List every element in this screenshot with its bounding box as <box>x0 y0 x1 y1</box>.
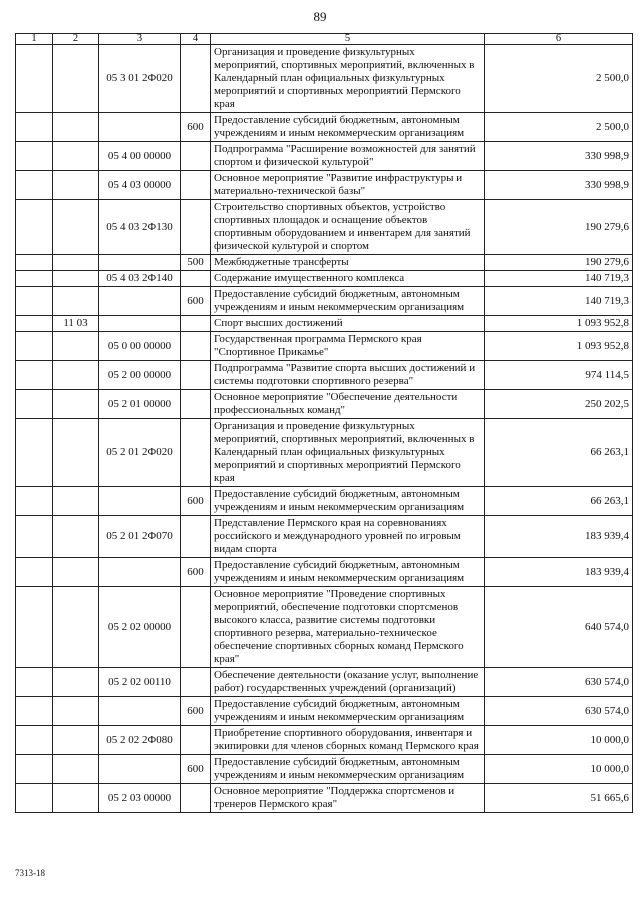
description-cell: Межбюджетные трансферты <box>211 255 485 271</box>
amount-cell: 183 939,4 <box>485 516 633 558</box>
target-article-cell: 05 2 02 00110 <box>99 668 181 697</box>
expense-type-cell <box>181 316 211 332</box>
expense-type-cell: 600 <box>181 287 211 316</box>
target-article-cell: 05 2 00 00000 <box>99 361 181 390</box>
row-section-cell <box>16 45 53 113</box>
table-row <box>16 316 633 332</box>
description-cell: Организация и проведение физкультурных мероприятий, спортивных мероприятий, включенных в Календарный план официальных физкультурных мероприятий и спортивных мероприятий Пермского края <box>211 45 485 113</box>
amount-cell: 1 093 952,8 <box>485 316 633 332</box>
page-number: 89 <box>313 9 327 24</box>
table-row <box>16 142 633 171</box>
subsection-cell <box>53 487 99 516</box>
amount-cell: 640 574,0 <box>485 587 633 668</box>
target-article-cell <box>99 697 181 726</box>
amount-cell: 10 000,0 <box>485 755 633 784</box>
description-cell: Подпрограмма "Расширение возможностей для занятий спортом и физической культурой" <box>211 142 485 171</box>
expense-type-cell <box>181 271 211 287</box>
subsection-cell <box>53 755 99 784</box>
expense-type-cell <box>181 171 211 200</box>
table-row <box>16 419 633 487</box>
subsection-cell <box>53 668 99 697</box>
target-article-cell: 05 2 02 2Ф080 <box>99 726 181 755</box>
subsection-cell <box>53 287 99 316</box>
subsection-cell <box>53 516 99 558</box>
amount-cell: 66 263,1 <box>485 487 633 516</box>
target-article-cell <box>99 287 181 316</box>
amount-cell: 630 574,0 <box>485 668 633 697</box>
amount-cell: 2 500,0 <box>485 45 633 113</box>
table-row <box>16 255 633 271</box>
row-section-cell <box>16 171 53 200</box>
description-cell: Предоставление субсидий бюджетным, автономным учреждениям и иным некоммерческим организациям <box>211 487 485 516</box>
description-cell: Основное мероприятие "Поддержка спортсменов и тренеров Пермского края" <box>211 784 485 813</box>
table-row <box>16 516 633 558</box>
amount-cell: 250 202,5 <box>485 390 633 419</box>
subsection-cell <box>53 726 99 755</box>
column-header: 6 <box>485 34 633 45</box>
target-article-cell: 05 2 01 2Ф020 <box>99 419 181 487</box>
target-article-cell <box>99 755 181 784</box>
expense-type-cell <box>181 784 211 813</box>
description-cell: Предоставление субсидий бюджетным, автономным учреждениям и иным некоммерческим организациям <box>211 755 485 784</box>
table-row <box>16 271 633 287</box>
target-article-cell: 05 2 01 00000 <box>99 390 181 419</box>
table-row <box>16 361 633 390</box>
expense-type-cell <box>181 390 211 419</box>
target-article-cell: 05 2 03 00000 <box>99 784 181 813</box>
subsection-cell <box>53 45 99 113</box>
amount-cell: 140 719,3 <box>485 287 633 316</box>
amount-cell: 974 114,5 <box>485 361 633 390</box>
row-section-cell <box>16 255 53 271</box>
row-section-cell <box>16 487 53 516</box>
description-cell: Основное мероприятие "Развитие инфраструктуры и материально-технической базы" <box>211 171 485 200</box>
expense-type-cell: 600 <box>181 487 211 516</box>
subsection-cell: 11 03 <box>53 316 99 332</box>
expense-type-cell: 500 <box>181 255 211 271</box>
description-cell: Предоставление субсидий бюджетным, автономным учреждениям и иным некоммерческим организациям <box>211 287 485 316</box>
subsection-cell <box>53 587 99 668</box>
row-section-cell <box>16 668 53 697</box>
amount-cell: 140 719,3 <box>485 271 633 287</box>
header-row <box>16 34 633 45</box>
expense-type-cell <box>181 200 211 255</box>
row-section-cell <box>16 361 53 390</box>
column-header: 5 <box>211 34 485 45</box>
row-section-cell <box>16 200 53 255</box>
table-row <box>16 558 633 587</box>
table-row <box>16 113 633 142</box>
subsection-cell <box>53 271 99 287</box>
description-cell: Представление Пермского края на соревнованиях российского и международного уровней по игровым видам спорта <box>211 516 485 558</box>
amount-cell: 330 998,9 <box>485 142 633 171</box>
row-section-cell <box>16 271 53 287</box>
description-cell: Спорт высших достижений <box>211 316 485 332</box>
row-section-cell <box>16 558 53 587</box>
expense-type-cell <box>181 668 211 697</box>
amount-cell: 10 000,0 <box>485 726 633 755</box>
table-row <box>16 332 633 361</box>
subsection-cell <box>53 784 99 813</box>
budget-table <box>15 33 633 813</box>
target-article-cell <box>99 255 181 271</box>
description-cell: Основное мероприятие "Проведение спортивных мероприятий, обеспечение подготовки спортсменов высокого класса, развитие системы подготовки спортивного резерва, материально-техническое обеспечение спортивных сборных команд Пермского края" <box>211 587 485 668</box>
row-section-cell <box>16 419 53 487</box>
target-article-cell: 05 0 00 00000 <box>99 332 181 361</box>
subsection-cell <box>53 697 99 726</box>
expense-type-cell: 600 <box>181 113 211 142</box>
target-article-cell: 05 4 03 2Ф130 <box>99 200 181 255</box>
description-cell: Предоставление субсидий бюджетным, автономным учреждениям и иным некоммерческим организациям <box>211 697 485 726</box>
row-section-cell <box>16 316 53 332</box>
expense-type-cell <box>181 45 211 113</box>
subsection-cell <box>53 142 99 171</box>
description-cell: Основное мероприятие "Обеспечение деятельности профессиональных команд" <box>211 390 485 419</box>
table-row <box>16 287 633 316</box>
target-article-cell: 05 2 02 00000 <box>99 587 181 668</box>
subsection-cell <box>53 255 99 271</box>
expense-type-cell <box>181 361 211 390</box>
description-cell: Строительство спортивных объектов, устройство спортивных площадок и оснащение объектов спортивным оборудованием и инвентарем для занятий физической культурой и спортом <box>211 200 485 255</box>
amount-cell: 330 998,9 <box>485 171 633 200</box>
target-article-cell: 05 2 01 2Ф070 <box>99 516 181 558</box>
description-cell: Подпрограмма "Развитие спорта высших достижений и системы подготовки спортивного резерва" <box>211 361 485 390</box>
row-section-cell <box>16 784 53 813</box>
description-cell: Организация и проведение физкультурных мероприятий, спортивных мероприятий, включенных в Календарный план официальных физкультурных мероприятий и спортивных мероприятий Пермского края <box>211 419 485 487</box>
expense-type-cell <box>181 332 211 361</box>
table-row <box>16 755 633 784</box>
description-cell: Предоставление субсидий бюджетным, автономным учреждениям и иным некоммерческим организациям <box>211 113 485 142</box>
subsection-cell <box>53 419 99 487</box>
row-section-cell <box>16 287 53 316</box>
target-article-cell <box>99 558 181 587</box>
table-row <box>16 668 633 697</box>
amount-cell: 630 574,0 <box>485 697 633 726</box>
row-section-cell <box>16 516 53 558</box>
target-article-cell: 05 4 03 00000 <box>99 171 181 200</box>
description-cell: Предоставление субсидий бюджетным, автономным учреждениям и иным некоммерческим организациям <box>211 558 485 587</box>
row-section-cell <box>16 726 53 755</box>
document-code: 7313-18 <box>15 868 45 878</box>
row-section-cell <box>16 755 53 784</box>
description-cell: Приобретение спортивного оборудования, инвентаря и экипировки для членов сборных команд Пермского края <box>211 726 485 755</box>
target-article-cell: 05 4 00 00000 <box>99 142 181 171</box>
subsection-cell <box>53 558 99 587</box>
expense-type-cell: 600 <box>181 697 211 726</box>
amount-cell: 183 939,4 <box>485 558 633 587</box>
target-article-cell <box>99 113 181 142</box>
amount-cell: 66 263,1 <box>485 419 633 487</box>
row-section-cell <box>16 390 53 419</box>
table-row <box>16 587 633 668</box>
row-section-cell <box>16 113 53 142</box>
expense-type-cell <box>181 142 211 171</box>
table-row <box>16 390 633 419</box>
table-row <box>16 45 633 113</box>
expense-type-cell <box>181 419 211 487</box>
column-header: 2 <box>53 34 99 45</box>
table-row <box>16 171 633 200</box>
row-section-cell <box>16 587 53 668</box>
row-section-cell <box>16 142 53 171</box>
row-section-cell <box>16 697 53 726</box>
amount-cell: 51 665,6 <box>485 784 633 813</box>
column-header: 1 <box>16 34 53 45</box>
target-article-cell <box>99 316 181 332</box>
expense-type-cell <box>181 726 211 755</box>
subsection-cell <box>53 200 99 255</box>
column-header: 4 <box>181 34 211 45</box>
description-cell: Государственная программа Пермского края "Спортивное Прикамье" <box>211 332 485 361</box>
target-article-cell: 05 3 01 2Ф020 <box>99 45 181 113</box>
amount-cell: 190 279,6 <box>485 255 633 271</box>
subsection-cell <box>53 171 99 200</box>
amount-cell: 2 500,0 <box>485 113 633 142</box>
expense-type-cell <box>181 587 211 668</box>
row-section-cell <box>16 332 53 361</box>
description-cell: Содержание имущественного комплекса <box>211 271 485 287</box>
subsection-cell <box>53 332 99 361</box>
expense-type-cell: 600 <box>181 558 211 587</box>
subsection-cell <box>53 390 99 419</box>
expense-type-cell <box>181 516 211 558</box>
target-article-cell: 05 4 03 2Ф140 <box>99 271 181 287</box>
amount-cell: 190 279,6 <box>485 200 633 255</box>
description-cell: Обеспечение деятельности (оказание услуг, выполнение работ) государственных учреждений (организаций) <box>211 668 485 697</box>
expense-type-cell: 600 <box>181 755 211 784</box>
table-row <box>16 697 633 726</box>
subsection-cell <box>53 113 99 142</box>
table-row <box>16 200 633 255</box>
table-row <box>16 784 633 813</box>
column-header: 3 <box>99 34 181 45</box>
table-row <box>16 726 633 755</box>
subsection-cell <box>53 361 99 390</box>
target-article-cell <box>99 487 181 516</box>
table-row <box>16 487 633 516</box>
amount-cell: 1 093 952,8 <box>485 332 633 361</box>
